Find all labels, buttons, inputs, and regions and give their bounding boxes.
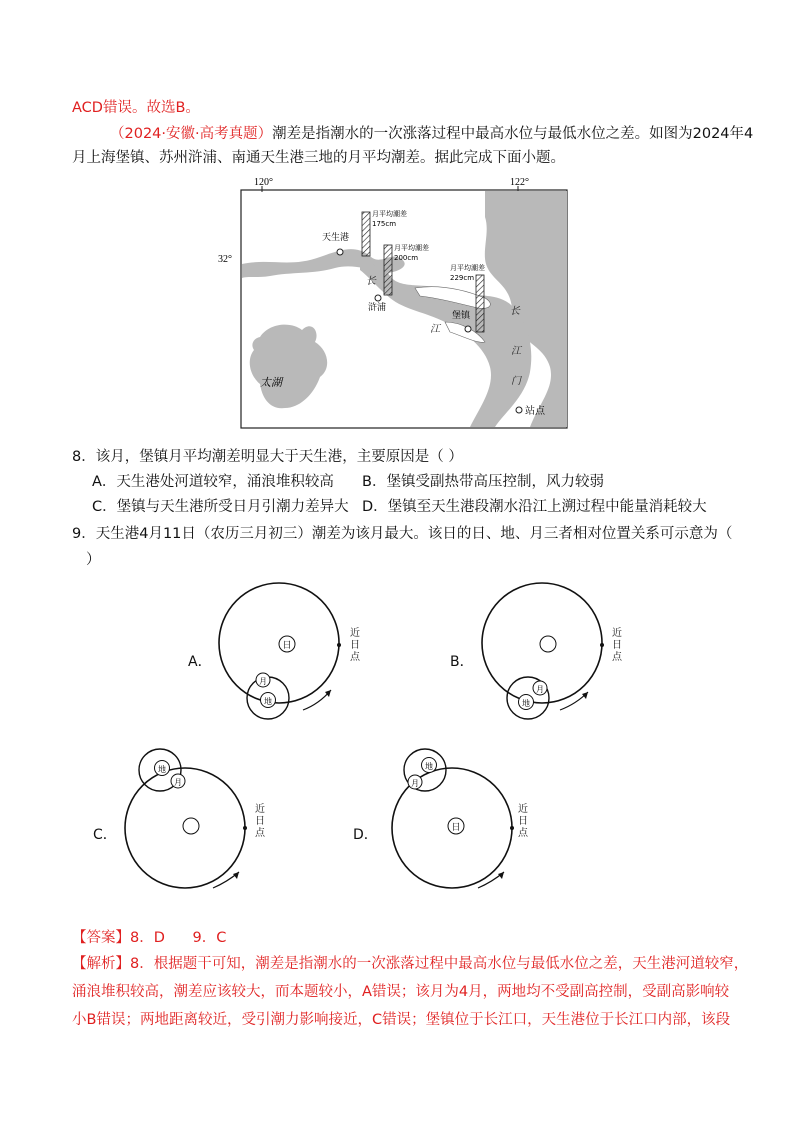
perihelion-label-b <box>612 628 624 664</box>
analysis-line-3: 小B错误；两地距离较近，受引潮力影响接近，C错误；堡镇位于长江口，天生港位于长江口内部，该段 <box>72 1012 731 1028</box>
legend-label: 站点 <box>525 406 545 417</box>
source-tag: （2024·安徽·高考真题） <box>110 126 273 142</box>
lat-label: 32° <box>218 254 232 265</box>
tide-label-2: 月平均潮差 <box>394 244 429 252</box>
analysis-tag: 【解析】 <box>72 956 130 972</box>
tide-label-3: 月平均潮差 <box>450 264 485 272</box>
q8-option-d: D．堡镇至天生港段潮水沿江上溯过程中能量消耗较大 <box>362 499 707 515</box>
peri-a-3: 点 <box>350 652 360 663</box>
previous-answer-tail: ACD错误。故选B。 <box>72 100 200 116</box>
river-label-2: 江 <box>430 324 440 335</box>
bar-baozhen <box>476 275 484 332</box>
answer-line <box>72 928 226 948</box>
river-label-5: 门 <box>511 376 521 387</box>
tide-value-1: 175cm <box>372 220 397 228</box>
station-marker-1 <box>337 249 343 255</box>
peri-c-1: 近 <box>255 804 265 815</box>
moon-label: 月 <box>174 778 182 787</box>
answer-text: 8．D 9．C <box>130 930 227 946</box>
q9-diagram-b <box>478 580 628 730</box>
perihelion-label-c <box>255 804 267 840</box>
tide-value-2: 200cm <box>394 254 419 262</box>
bar-xupu <box>384 245 392 295</box>
sun-label: 日 <box>282 641 292 651</box>
q9-diagram-c <box>115 740 265 900</box>
tide-map <box>218 172 570 432</box>
peri-c-2: 日 <box>255 816 265 827</box>
peri-a-1: 近 <box>350 628 360 639</box>
q8-stem: 8．该月，堡镇月平均潮差明显大于天生港，主要原因是（ ） <box>72 449 463 465</box>
legend-marker <box>516 407 522 413</box>
earth-label: 地 <box>264 697 272 706</box>
sun-circle <box>540 636 556 652</box>
earth-label: 地 <box>158 765 166 774</box>
peri-d-3: 点 <box>518 828 528 839</box>
river-label-1: 长 <box>366 276 376 287</box>
answer-tag: 【答案】 <box>72 930 130 946</box>
q8-option-c: C．堡镇与天生港所受日月引潮力差异大 <box>92 499 349 515</box>
moon-label: 月 <box>411 779 419 788</box>
station-name-1: 天生港 <box>322 233 350 243</box>
station-name-3: 堡镇 <box>452 311 471 321</box>
perihelion-dot <box>600 643 604 647</box>
earth-label: 地 <box>522 699 530 708</box>
sun-circle <box>183 818 199 834</box>
peri-d-1: 近 <box>518 804 528 815</box>
perihelion-dot <box>510 826 514 830</box>
sun-label: 日 <box>451 823 461 833</box>
station-marker-2 <box>375 295 381 301</box>
analysis-line-2: 涌浪堆积较高，潮差应该较大，而本题较小，A错误；该月为4月，两地均不受副高控制，受副高影响较 <box>72 984 730 1000</box>
q9-label-c: C． <box>93 827 117 843</box>
q9-stem-line2: ） <box>86 552 101 568</box>
perihelion-label-d <box>518 804 530 840</box>
river-label-3: 长 <box>510 306 520 317</box>
peri-d-2: 日 <box>518 816 528 827</box>
station-marker-3 <box>465 326 471 332</box>
station-name-2: 浒浦 <box>368 303 387 313</box>
peri-c-3: 点 <box>255 828 265 839</box>
intro-line-2: 月上海堡镇、苏州浒浦、南通天生港三地的月平均潮差。据此完成下面小题。 <box>72 150 565 166</box>
moon-label: 月 <box>536 685 544 694</box>
perihelion-dot <box>243 826 247 830</box>
perihelion-dot <box>337 643 341 647</box>
peri-a-2: 日 <box>350 640 360 651</box>
bar-tianshenggang <box>362 212 370 256</box>
intro-line-1 <box>110 124 753 144</box>
lon-left-label: 120° <box>254 177 273 188</box>
q9-diagram-d <box>380 740 530 900</box>
moon-label: 月 <box>259 677 267 686</box>
lake-label: 太湖 <box>260 376 282 389</box>
peri-b-3: 点 <box>612 652 622 663</box>
tide-value-3: 229cm <box>450 274 475 282</box>
lon-right-label: 122° <box>510 177 529 188</box>
q8-option-b: B．堡镇受副热带高压控制，风力较弱 <box>362 474 604 490</box>
tide-label-1: 月平均潮差 <box>372 210 407 218</box>
q9-label-b: B． <box>450 654 474 670</box>
q8-option-a: A．天生港处河道较窄，涌浪堆积较高 <box>92 474 334 490</box>
analysis-text-1: 8．根据题干可知，潮差是指潮水的一次涨落过程中最高水位与最低水位之差，天生港河道较窄， <box>130 956 749 972</box>
earth-label: 地 <box>425 762 433 771</box>
q9-stem-line1: 9．天生港4月11日（农历三月初三）潮差为该月最大。该日的日、地、月三者相对位置关系可示意为（ <box>72 526 733 542</box>
q9-label-d: D． <box>353 827 378 843</box>
peri-b-1: 近 <box>612 628 622 639</box>
peri-b-2: 日 <box>612 640 622 651</box>
river-label-4: 江 <box>511 346 521 357</box>
intro-text-1: 潮差是指潮水的一次涨落过程中最高水位与最低水位之差。如图为2024年4 <box>272 126 754 142</box>
q9-diagram-a <box>215 580 365 730</box>
arrow-head <box>582 692 588 699</box>
q9-label-a: A． <box>188 654 212 670</box>
analysis-line-1 <box>72 954 748 974</box>
perihelion-label-a <box>350 628 362 664</box>
